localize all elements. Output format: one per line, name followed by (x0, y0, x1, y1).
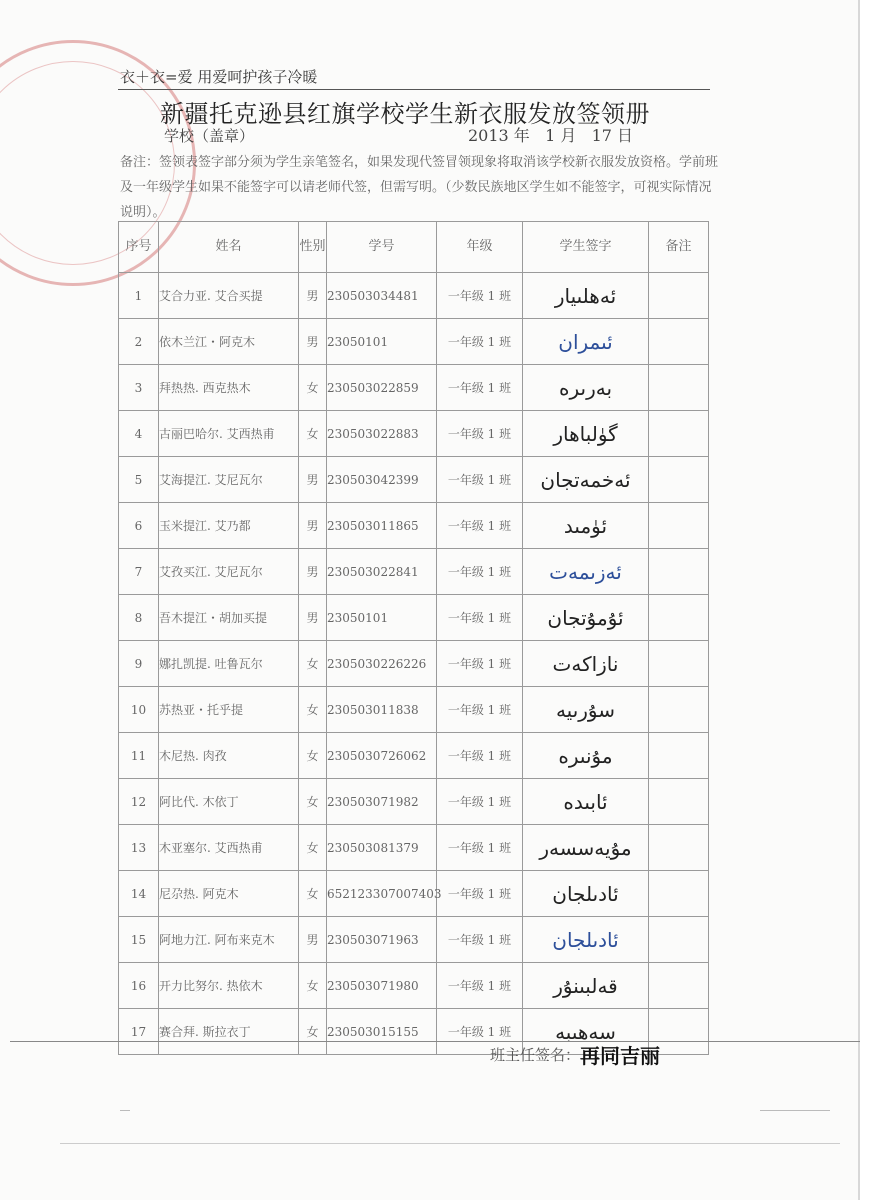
student-gender: 男 (299, 457, 327, 503)
table-row (119, 917, 709, 963)
student-gender: 男 (299, 273, 327, 319)
row-number: 9 (119, 641, 159, 687)
student-signature: ئەزىمەت (523, 549, 649, 595)
student-grade: 一年级 1 班 (437, 1009, 523, 1055)
student-id: 230503011865 (327, 503, 437, 549)
student-signature: نازاكەت (523, 641, 649, 687)
row-number: 3 (119, 365, 159, 411)
remark-cell (649, 687, 709, 733)
table-row (119, 779, 709, 825)
student-name: 赛合拜. 斯拉衣丁 (159, 1009, 299, 1055)
student-id: 230503022859 (327, 365, 437, 411)
remark-cell (649, 641, 709, 687)
student-id: 2305030226226 (327, 641, 437, 687)
student-gender: 女 (299, 641, 327, 687)
student-signature: ئىمران (523, 319, 649, 365)
remark-cell (649, 871, 709, 917)
student-id: 230503011838 (327, 687, 437, 733)
table-row (119, 457, 709, 503)
student-id: 23050101 (327, 319, 437, 365)
student-name: 阿比代. 木依丁 (159, 779, 299, 825)
remark-cell (649, 779, 709, 825)
remark-cell (649, 733, 709, 779)
student-gender: 女 (299, 365, 327, 411)
row-number: 17 (119, 1009, 159, 1055)
student-id: 230503071963 (327, 917, 437, 963)
student-signature: قەلبىنۇر (523, 963, 649, 1009)
table-row (119, 687, 709, 733)
student-gender: 男 (299, 917, 327, 963)
student-name: 依木兰江・阿克木 (159, 319, 299, 365)
student-name: 开力比努尔. 热依木 (159, 963, 299, 1009)
student-signature: ئەھلىيار (523, 273, 649, 319)
row-number: 10 (119, 687, 159, 733)
slogan: 衣＋衣=爱 用爱呵护孩子冷暖 (120, 68, 318, 86)
remark-cell (649, 825, 709, 871)
student-id: 2305030726062 (327, 733, 437, 779)
student-name: 苏热亚・托乎提 (159, 687, 299, 733)
student-signature: مۇيەسسەر (523, 825, 649, 871)
table-row (119, 733, 709, 779)
scan-mark (120, 1110, 130, 1111)
student-signature: بەرىرە (523, 365, 649, 411)
student-signature: گۈلباھار (523, 411, 649, 457)
student-gender: 女 (299, 1009, 327, 1055)
table-header-row (119, 222, 709, 273)
student-signature: ئۈمىد (523, 503, 649, 549)
student-signature: ئۇمۇتجان (523, 595, 649, 641)
student-grade: 一年级 1 班 (437, 779, 523, 825)
table-row (119, 641, 709, 687)
col-name-header: 姓名 (159, 222, 299, 273)
student-name: 艾孜买江. 艾尼瓦尔 (159, 549, 299, 595)
table-row (119, 503, 709, 549)
teacher-signature: 再同吉丽 (580, 1044, 660, 1068)
student-grade: 一年级 1 班 (437, 365, 523, 411)
row-number: 4 (119, 411, 159, 457)
student-name: 木亚塞尔. 艾西热甫 (159, 825, 299, 871)
table-row (119, 963, 709, 1009)
roster-table (118, 221, 709, 1055)
row-number: 1 (119, 273, 159, 319)
student-name: 艾海提江. 艾尼瓦尔 (159, 457, 299, 503)
remark-cell (649, 273, 709, 319)
student-gender: 女 (299, 687, 327, 733)
row-number: 8 (119, 595, 159, 641)
remark-cell (649, 595, 709, 641)
student-gender: 女 (299, 411, 327, 457)
student-gender: 女 (299, 963, 327, 1009)
scan-mark (760, 1110, 830, 1111)
student-grade: 一年级 1 班 (437, 503, 523, 549)
student-name: 尼尕热. 阿克木 (159, 871, 299, 917)
student-grade: 一年级 1 班 (437, 825, 523, 871)
student-name: 娜扎凯提. 吐鲁瓦尔 (159, 641, 299, 687)
student-id: 230503022841 (327, 549, 437, 595)
remark-cell (649, 457, 709, 503)
col-signature-header: 学生签字 (523, 222, 649, 273)
table-row (119, 871, 709, 917)
student-name: 玉米提江. 艾乃都 (159, 503, 299, 549)
row-number: 16 (119, 963, 159, 1009)
table-row (119, 825, 709, 871)
student-gender: 男 (299, 549, 327, 595)
student-id: 230503015155 (327, 1009, 437, 1055)
student-signature: ئادىلجان (523, 917, 649, 963)
student-name: 阿地力江. 阿布来克木 (159, 917, 299, 963)
student-name: 吾木提江・胡加买提 (159, 595, 299, 641)
date: 2013 年 1 月 17 日 (468, 126, 634, 145)
student-grade: 一年级 1 班 (437, 457, 523, 503)
student-grade: 一年级 1 班 (437, 641, 523, 687)
student-grade: 一年级 1 班 (437, 917, 523, 963)
teacher-signature-label: 班主任签名： (490, 1046, 581, 1064)
remark-cell (649, 963, 709, 1009)
student-grade: 一年级 1 班 (437, 687, 523, 733)
row-number: 5 (119, 457, 159, 503)
student-id: 652123307007403 (327, 871, 437, 917)
row-number: 6 (119, 503, 159, 549)
student-grade: 一年级 1 班 (437, 963, 523, 1009)
student-grade: 一年级 1 班 (437, 319, 523, 365)
student-name: 木尼热. 肉孜 (159, 733, 299, 779)
note-text: 备注：签领表签字部分须为学生亲笔签名，如果发现代签冒领现象将取消该学校新衣服发放资格。学前班及一年级学生如果不能签字可以请老师代签，但需写明。（少数民族地区学生如不能签字，可视实际情况说明）。 (120, 155, 719, 220)
table-row (119, 273, 709, 319)
student-name: 拜热热. 西克热木 (159, 365, 299, 411)
student-id: 230503034481 (327, 273, 437, 319)
row-number: 11 (119, 733, 159, 779)
student-gender: 女 (299, 779, 327, 825)
student-id: 230503071982 (327, 779, 437, 825)
student-id: 23050101 (327, 595, 437, 641)
row-number: 2 (119, 319, 159, 365)
row-number: 13 (119, 825, 159, 871)
col-seq-header: 序号 (119, 222, 159, 273)
remark-cell (649, 917, 709, 963)
header-rule (118, 89, 710, 90)
col-gender-header: 性别 (299, 222, 327, 273)
student-gender: 女 (299, 825, 327, 871)
footer-rule (10, 1041, 860, 1042)
student-name: 艾合力亚. 艾合买提 (159, 273, 299, 319)
remark-cell (649, 365, 709, 411)
remark-cell (649, 319, 709, 365)
row-number: 14 (119, 871, 159, 917)
row-number: 7 (119, 549, 159, 595)
table-row (119, 319, 709, 365)
remark-cell (649, 411, 709, 457)
table-body (119, 273, 709, 1055)
student-gender: 女 (299, 733, 327, 779)
student-gender: 男 (299, 319, 327, 365)
table-row (119, 411, 709, 457)
student-name: 古丽巴哈尔. 艾西热甫 (159, 411, 299, 457)
student-grade: 一年级 1 班 (437, 595, 523, 641)
col-remark-header: 备注 (649, 222, 709, 273)
col-grade-header: 年级 (437, 222, 523, 273)
student-signature: ئادىلجان (523, 871, 649, 917)
student-signature: ئابىدە (523, 779, 649, 825)
scan-mark (60, 1143, 840, 1144)
student-grade: 一年级 1 班 (437, 549, 523, 595)
row-number: 12 (119, 779, 159, 825)
student-gender: 男 (299, 595, 327, 641)
student-id: 230503081379 (327, 825, 437, 871)
remark-cell (649, 549, 709, 595)
student-signature: سۇرىيە (523, 687, 649, 733)
row-number: 15 (119, 917, 159, 963)
student-signature: مۇنىرە (523, 733, 649, 779)
student-gender: 女 (299, 871, 327, 917)
student-grade: 一年级 1 班 (437, 411, 523, 457)
student-grade: 一年级 1 班 (437, 871, 523, 917)
student-gender: 男 (299, 503, 327, 549)
student-id: 230503042399 (327, 457, 437, 503)
student-grade: 一年级 1 班 (437, 733, 523, 779)
student-signature: سەھىبە (523, 1009, 649, 1055)
student-signature: ئەخمەتجان (523, 457, 649, 503)
table-row (119, 365, 709, 411)
remark-cell (649, 503, 709, 549)
student-id: 230503071980 (327, 963, 437, 1009)
student-id: 230503022883 (327, 411, 437, 457)
table-row (119, 595, 709, 641)
table-row (119, 549, 709, 595)
page-title: 新疆托克逊县红旗学校学生新衣服发放签领册 (160, 100, 650, 128)
school-label: 学校（盖章） (164, 127, 255, 145)
col-id-header: 学号 (327, 222, 437, 273)
student-grade: 一年级 1 班 (437, 273, 523, 319)
